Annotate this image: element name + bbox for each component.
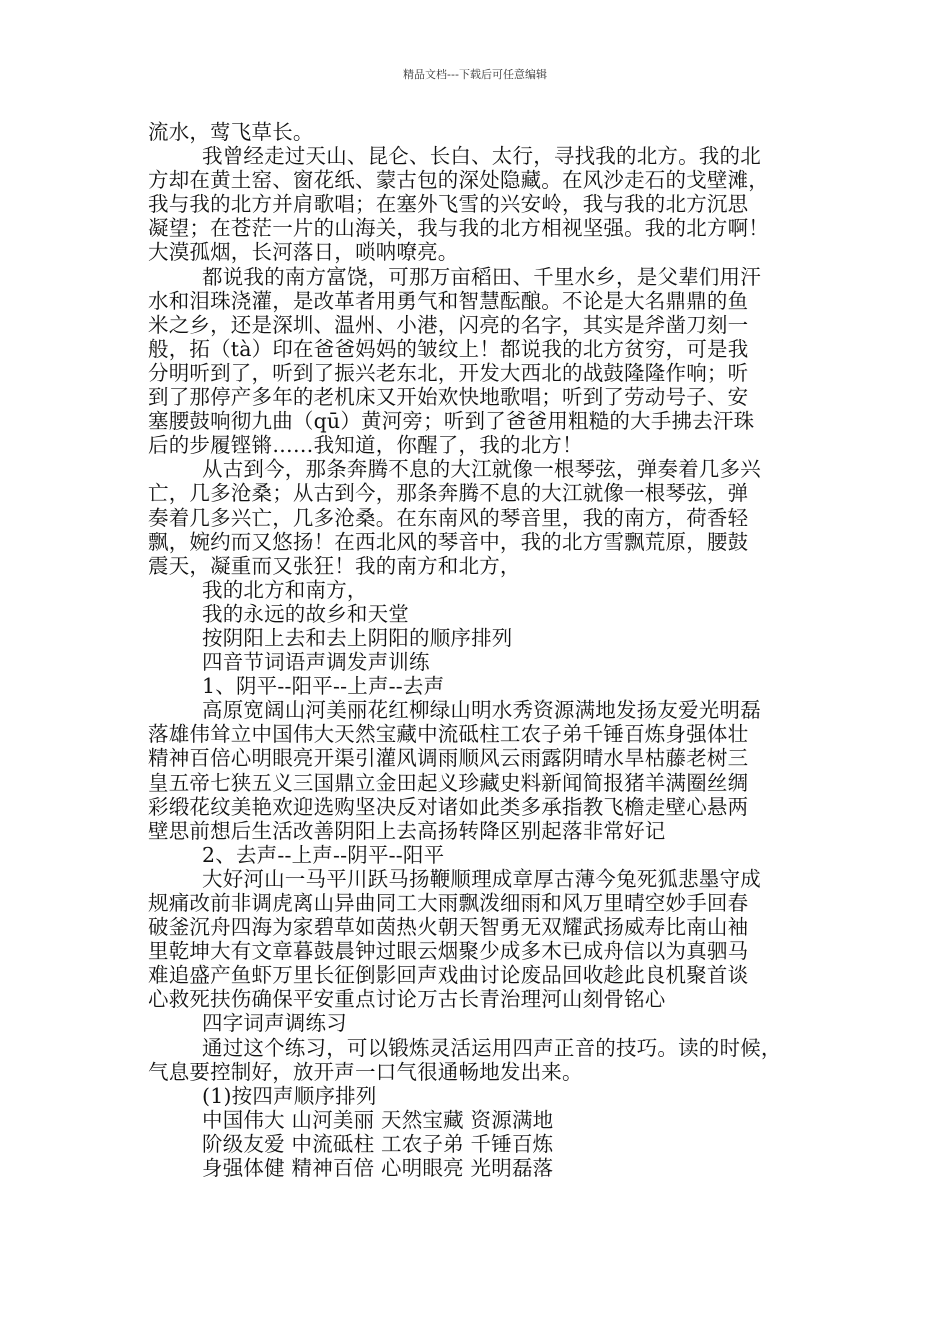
- text-line: 气息要控制好，放开声一口气很通畅地发出来。: [148, 1059, 583, 1084]
- text-line: 身强体健 精神百倍 心明眼亮 光明磊落: [202, 1156, 554, 1181]
- text-line: 按阴阳上去和去上阴阳的顺序排列: [202, 625, 513, 650]
- text-line: 塞腰鼓响彻九曲（qū）黄河旁；听到了爸爸用粗糙的大手拂去汗珠: [148, 409, 755, 434]
- text-line: 奏着几多兴亡，几多沧桑。在东南风的琴音里，我的南方，荷香轻: [148, 505, 749, 530]
- text-line: 破釜沉舟四海为家碧草如茵热火朝天智勇无双耀武扬威寿比南山袖: [148, 915, 749, 940]
- text-line: 流水，莺飞草长。: [148, 120, 314, 144]
- text-line: 皇五帝七狭五义三国鼎立金田起义珍藏史料新闻简报猪羊满圈丝绸: [148, 770, 749, 795]
- text-line: 阶级友爱 中流砥柱 工农子弟 千锤百炼: [202, 1131, 554, 1156]
- text-line: 落雄伟耸立中国伟大天然宝藏中流砥柱工农子弟千锤百炼身强体壮: [148, 722, 749, 747]
- text-line: 四音节词语声调发声训练: [202, 650, 430, 675]
- text-line: 心救死扶伤确保平安重点讨论万古长青治理河山刻骨铭心: [148, 987, 666, 1012]
- text-line: 般，拓（tà）印在爸爸妈妈的皱纹上！都说我的北方贫穷，可是我: [148, 336, 749, 361]
- text-line: 从古到今，那条奔腾不息的大江就像一根琴弦，弹奏着几多兴: [202, 457, 761, 482]
- text-line: 我的永远的故乡和天堂: [202, 601, 409, 626]
- text-line: 水和泪珠浇灌，是改革者用勇气和智慧酝酿。不论是大名鼎鼎的鱼: [148, 288, 749, 313]
- text-line: 凝望；在苍茫一片的山海关，我与我的北方相视坚强。我的北方啊！: [148, 216, 769, 241]
- text-line: 彩缎花纹美艳欢迎选购坚决反对诸如此类多承指教飞檐走壁心悬两: [148, 794, 749, 819]
- text-line: 壁思前想后生活改善阴阳上去高扬转降区别起落非常好记: [148, 818, 666, 843]
- text-line: 1、阴平--阳平--上声--去声: [202, 674, 445, 699]
- text-line: 四字词声调练习: [202, 1011, 347, 1036]
- text-line: 后的步履铿锵……我知道，你醒了，我的北方！: [148, 433, 583, 458]
- text-line: 里乾坤大有文章暮鼓晨钟过眼云烟聚少成多木已成舟信以为真驷马: [148, 939, 749, 964]
- text-line: 2、去声--上声--阴平--阳平: [202, 842, 445, 867]
- text-line: 方却在黄土窑、窗花纸、蒙古包的深处隐藏。在风沙走石的戈壁滩，: [148, 168, 769, 193]
- text-line: 我与我的北方并肩歌唱；在塞外飞雪的兴安岭，我与我的北方沉思: [148, 192, 749, 217]
- text-line: (1)按四声顺序排列: [202, 1083, 377, 1108]
- text-line: 中国伟大 山河美丽 天然宝藏 资源满地: [202, 1107, 554, 1132]
- text-line: 大好河山一马平川跃马扬鞭顺理成章厚古薄今兔死狐悲墨守成: [202, 866, 761, 891]
- text-line: 难追盛产鱼虾万里长征倒影回声戏曲讨论废品回收趁此良机聚首谈: [148, 963, 749, 988]
- text-line: 高原宽阔山河美丽花红柳绿山明水秀资源满地发扬友爱光明磊: [202, 698, 761, 723]
- page-header: 精品文档---下载后可任意编辑: [403, 68, 547, 81]
- text-line: 米之乡，还是深圳、温州、小港，闪亮的名字，其实是斧凿刀刻一: [148, 312, 749, 337]
- text-line: 通过这个练习，可以锻炼灵活运用四声正音的技巧。读的时候，: [202, 1035, 782, 1060]
- text-line: 大漠孤烟，长河落日，唢呐嘹亮。: [148, 240, 459, 265]
- text-line: 我的北方和南方，: [202, 577, 368, 602]
- text-line: 亡，几多沧桑；从古到今，那条奔腾不息的大江就像一根琴弦，弹: [148, 481, 749, 506]
- text-line: 我曾经走过天山、昆仑、长白、太行，寻找我的北方。我的北: [202, 144, 761, 169]
- document-body: [148, 120, 828, 1180]
- text-line: 飘，婉约而又悠扬！在西北风的琴音中，我的北方雪飘荒原，腰鼓: [148, 529, 749, 554]
- text-line: 规痛改前非调虎离山异曲同工大雨飘泼细雨和风万里晴空妙手回春: [148, 891, 749, 915]
- text-line: 分明听到了，听到了振兴老东北，开发大西北的战鼓隆隆作响；听: [148, 360, 749, 385]
- text-line: 震天，凝重而又张狂！我的南方和北方，: [148, 553, 521, 578]
- text-line: 到了那停产多年的老机床又开始欢快地歌唱；听到了劳动号子、安: [148, 385, 749, 410]
- text-line: 精神百倍心明眼亮开渠引灌风调雨顺风云雨露阴晴水旱枯藤老树三: [148, 746, 749, 771]
- text-line: 都说我的南方富饶，可那万亩稻田、千里水乡，是父辈们用汗: [202, 264, 761, 289]
